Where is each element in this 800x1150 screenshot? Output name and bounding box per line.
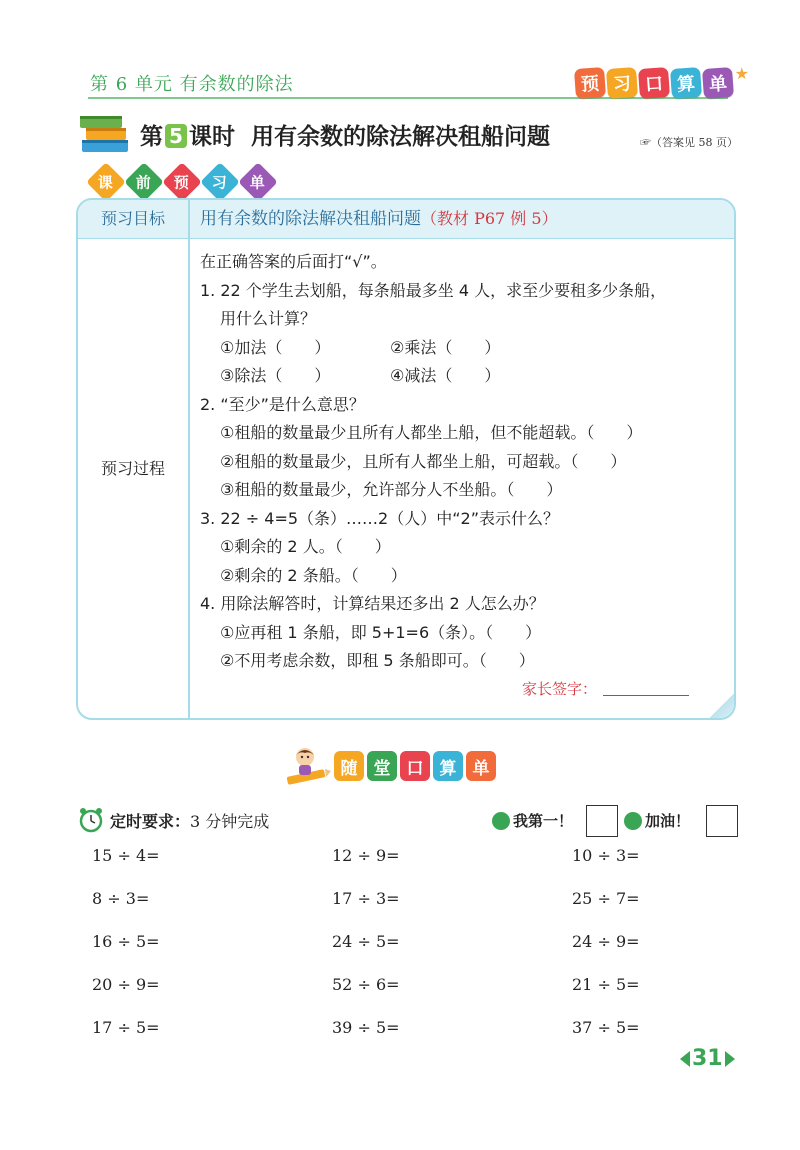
calc-problem[interactable]: 24 ÷ 5= bbox=[332, 932, 400, 951]
me-first-label bbox=[492, 810, 573, 831]
calc-problem[interactable]: 17 ÷ 3= bbox=[332, 889, 400, 908]
calc-problem[interactable]: 25 ÷ 7= bbox=[572, 889, 640, 908]
calc-problem[interactable]: 52 ÷ 6= bbox=[332, 975, 400, 994]
table-row bbox=[92, 889, 692, 932]
table-row bbox=[92, 932, 692, 975]
question-1-options bbox=[200, 362, 724, 391]
practice-banner-char: 口 bbox=[400, 751, 430, 781]
process-content bbox=[200, 248, 724, 676]
alarm-clock-icon bbox=[78, 807, 104, 833]
brand-char: 预 bbox=[574, 67, 606, 99]
preview-tag-char: 课 bbox=[86, 162, 126, 202]
preview-tag-char: 预 bbox=[162, 162, 202, 202]
answer-option[interactable]: ②不用考虑余数，即租 5 条船即可。（ ） bbox=[220, 651, 535, 670]
table-column-divider bbox=[188, 200, 190, 718]
answer-option[interactable]: ②租船的数量最少，且所有人都坐上船，可超载。（ ） bbox=[220, 451, 627, 471]
practice-banner-char: 算 bbox=[433, 751, 463, 781]
answer-option[interactable]: ③除法（ ） bbox=[220, 366, 331, 385]
lesson-title bbox=[140, 118, 550, 151]
answer-option[interactable]: ①租船的数量最少且所有人都坐上船，但不能超载。（ ） bbox=[220, 423, 643, 442]
calc-problem[interactable]: 17 ÷ 5= bbox=[92, 1018, 160, 1037]
brand-char: 算 bbox=[670, 67, 702, 99]
triangle-right-icon bbox=[725, 1051, 735, 1067]
answer-option[interactable]: ①剩余的 2 人。（ ） bbox=[220, 537, 391, 556]
keep-going-text: 加油！ bbox=[645, 812, 691, 830]
page-number-value: 31 bbox=[692, 1046, 723, 1071]
timer-row bbox=[78, 805, 738, 837]
lesson-number-badge: 5 bbox=[165, 124, 187, 148]
answer-option[interactable]: ①加法（ ） bbox=[220, 337, 331, 357]
preview-tag-char: 习 bbox=[200, 162, 240, 202]
calc-problem[interactable]: 12 ÷ 9= bbox=[332, 846, 400, 865]
question-3: 3. 22 ÷ 4=5（条）……2（人）中“2”表示什么？ bbox=[200, 508, 559, 528]
timer-requirement bbox=[110, 809, 269, 832]
practice-banner bbox=[285, 745, 496, 787]
practice-banner-char: 堂 bbox=[367, 751, 397, 781]
calc-problem[interactable]: 21 ÷ 5= bbox=[572, 975, 640, 994]
lesson-prefix: 第 bbox=[140, 124, 163, 150]
triangle-left-icon bbox=[680, 1051, 690, 1067]
kid-on-pencil-icon bbox=[285, 745, 331, 787]
table-row bbox=[92, 975, 692, 1018]
practice-banner-char: 随 bbox=[334, 751, 364, 781]
question-1: 1. 22 个学生去划船，每条船最多坐 4 人，求至少要租多少条船， bbox=[200, 280, 667, 300]
answer-option[interactable]: ②乘法（ ） bbox=[390, 337, 501, 357]
page-fold-corner bbox=[708, 692, 736, 720]
table-row bbox=[92, 1018, 692, 1061]
preview-tag bbox=[90, 168, 274, 196]
signature-label: 家长签字： bbox=[522, 680, 598, 698]
practice-banner-char: 单 bbox=[466, 751, 496, 781]
calc-problem[interactable]: 10 ÷ 3= bbox=[572, 846, 640, 865]
calc-problem[interactable]: 37 ÷ 5= bbox=[572, 1018, 640, 1037]
parent-signature bbox=[522, 678, 689, 699]
brand-logo bbox=[575, 64, 749, 98]
brand-char: 习 bbox=[606, 67, 638, 99]
me-first-text: 我第一！ bbox=[513, 812, 574, 830]
calc-problem[interactable]: 16 ÷ 5= bbox=[92, 932, 160, 951]
timer-label: 定时要求： bbox=[110, 812, 191, 831]
goal-text-main: 用有余数的除法解决租船问题 bbox=[200, 209, 421, 229]
textbook-reference: （教材 P67 例 5） bbox=[421, 209, 558, 228]
answer-reference: ☞（答案见 58 页） bbox=[640, 136, 738, 149]
process-label: 预习过程 bbox=[100, 459, 165, 478]
brand-char: 口 bbox=[638, 67, 670, 99]
calc-problem[interactable]: 20 ÷ 9= bbox=[92, 975, 160, 994]
lesson-suffix: 课时 bbox=[189, 124, 235, 150]
answer-option[interactable]: ②剩余的 2 条船。（ ） bbox=[220, 565, 407, 585]
answer-option[interactable]: ①应再租 1 条船，即 5+1=6（条）。（ ） bbox=[220, 622, 542, 642]
keep-going-box[interactable] bbox=[706, 805, 738, 837]
star-icon: ★ bbox=[734, 64, 749, 83]
unit-title: 第 6 单元 有余数的除法 bbox=[90, 74, 294, 95]
calc-problem[interactable]: 8 ÷ 3= bbox=[92, 889, 150, 908]
books-icon bbox=[78, 110, 132, 156]
preview-tag-char: 单 bbox=[238, 162, 278, 202]
keep-going-label bbox=[624, 810, 690, 831]
calc-problem[interactable]: 39 ÷ 5= bbox=[332, 1018, 400, 1037]
answer-option[interactable]: ④减法（ ） bbox=[390, 366, 501, 385]
question-4: 4. 用除法解答时，计算结果还多出 2 人怎么办？ bbox=[200, 594, 545, 613]
goal-label: 预习目标 bbox=[100, 209, 165, 228]
calc-problem[interactable]: 15 ÷ 4= bbox=[92, 846, 160, 865]
timer-value: 3 分钟完成 bbox=[190, 812, 270, 831]
me-first-box[interactable] bbox=[586, 805, 618, 837]
question-1-cont: 用什么计算？ bbox=[220, 309, 317, 328]
question-2: 2. “至少”是什么意思？ bbox=[200, 394, 365, 414]
answer-option[interactable]: ③租船的数量最少，允许部分人不坐船。（ ） bbox=[220, 480, 563, 499]
instruction: 在正确答案的后面打“√”。 bbox=[200, 252, 387, 271]
goal-text bbox=[200, 200, 558, 238]
preview-tag-char: 前 bbox=[124, 162, 164, 202]
lesson-topic: 用有余数的除法解决租船问题 bbox=[251, 124, 551, 150]
question-1-options bbox=[200, 334, 724, 363]
thumbs-up-icon bbox=[492, 812, 510, 830]
page-number bbox=[680, 1046, 735, 1071]
brand-char: 单 bbox=[702, 67, 734, 99]
signature-field[interactable] bbox=[603, 695, 689, 696]
calc-problem[interactable]: 24 ÷ 9= bbox=[572, 932, 640, 951]
table-row bbox=[92, 846, 692, 889]
calculation-grid bbox=[92, 846, 692, 1061]
cheer-icon bbox=[624, 812, 642, 830]
preview-table bbox=[76, 198, 736, 720]
